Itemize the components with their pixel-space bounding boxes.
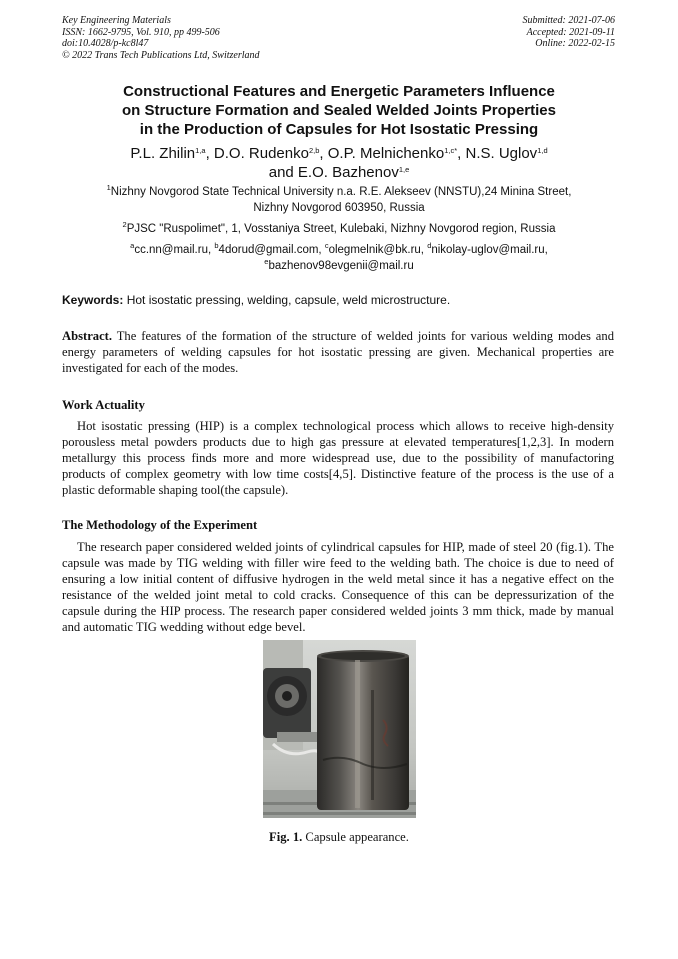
- keywords-label: Keywords:: [62, 293, 124, 307]
- author-list: [60, 144, 618, 182]
- author-sup: 1,e: [398, 165, 410, 174]
- capsule-illustration: [263, 640, 416, 818]
- author-name: N.S. Uglov: [465, 145, 538, 162]
- email-list: [60, 243, 618, 274]
- affiliation-sup: 1: [106, 183, 111, 192]
- author-name: and E.O. Bazhenov: [268, 164, 399, 181]
- figure-caption: [60, 830, 618, 845]
- abstract: [62, 328, 614, 376]
- email-sup: d: [427, 241, 432, 250]
- journal-header: [62, 15, 260, 61]
- email-sup: b: [214, 241, 219, 250]
- submitted-date: Submitted: 2021-07-06: [522, 15, 615, 26]
- figure-caption-text: Capsule appearance.: [302, 830, 409, 844]
- figure-label: Fig. 1.: [269, 830, 303, 844]
- affiliation-text: Nizhny Novgorod 603950, Russia: [253, 201, 425, 214]
- affiliation-2: [60, 222, 618, 238]
- email-sup: a: [130, 241, 135, 250]
- journal-copyright: © 2022 Trans Tech Publications Ltd, Switzerland: [62, 49, 260, 61]
- email-sup: e: [264, 256, 269, 266]
- author-sup: 1,a: [195, 146, 206, 155]
- title-line: in the Production of Capsules for Hot Isostatic Pressing: [139, 121, 539, 138]
- author-name: D.O. Rudenko: [213, 145, 309, 162]
- section-heading: Work Actuality: [62, 398, 145, 412]
- section-heading: The Methodology of the Experiment: [62, 518, 258, 532]
- title-line: Constructional Features and Energetic Parameters Influence: [123, 83, 555, 100]
- dates-header: [523, 15, 616, 50]
- author-sup: 2,b: [308, 146, 320, 155]
- keywords: [62, 293, 450, 307]
- email-link[interactable]: 4dorud@gmail.com,: [218, 244, 325, 256]
- email-link[interactable]: bazhenov98evgenii@mail.ru: [268, 259, 414, 272]
- author-name: O.P. Melnichenko: [327, 145, 445, 162]
- title-line: on Structure Formation and Sealed Welded Joints Properties: [122, 102, 556, 119]
- affiliation-sup: 2: [122, 220, 127, 229]
- online-date: Online: 2022-02-15: [535, 38, 615, 49]
- email-link[interactable]: cc.nn@mail.ru,: [134, 244, 215, 256]
- accepted-date: Accepted: 2021-09-11: [526, 26, 615, 38]
- affiliation-text: Nizhny Novgorod State Technical University n.a. R.E. Alekseev (NNSTU),24 Minina Street,: [110, 186, 572, 198]
- abstract-label: Abstract.: [62, 329, 113, 343]
- paper-title: [60, 82, 618, 139]
- affiliation-text: PJSC "Ruspolimet", 1, Vosstaniya Street, Kulebaki, Nizhny Novgorod region, Russia: [126, 223, 556, 235]
- keywords-text: Hot isostatic pressing, welding, capsule, weld microstructure.: [123, 293, 451, 307]
- journal-issn: ISSN: 1662-9795, Vol. 910, pp 499-506: [62, 26, 220, 38]
- email-sup: c: [324, 241, 329, 250]
- capsule-photo: [263, 640, 416, 818]
- email-link[interactable]: olegmelnik@bk.ru,: [328, 244, 428, 256]
- abstract-text: The features of the formation of the structure of welded joints for various welding modes and energy parameters of welding capsules for hot isostatic pressing are given. Mechanical properties are investigated for each of the modes.: [62, 329, 614, 375]
- section-body: Hot isostatic pressing (HIP) is a complex technological process which allows to receive high-density porousless metal powders products due to high gas pressure at elevated temperatures[1,2,3]. In modern metallurgy this process finds more and more widespread use, due to the possibility of manufactoring products of complex geometry with low time costs[4,5]. Distinctive feature of the process is the use of a plastic deformable shaping tool(the capsule).: [62, 419, 614, 497]
- author-sep: ,: [457, 145, 466, 162]
- author-sep: ,: [205, 145, 214, 162]
- journal-doi[interactable]: doi:10.4028/p-kc8l47: [62, 38, 149, 49]
- email-link[interactable]: nikolay-uglov@mail.ru,: [431, 244, 548, 256]
- author-line: [60, 163, 618, 182]
- journal-name: Key Engineering Materials: [62, 15, 171, 26]
- author-sup: 1,c*: [444, 146, 458, 155]
- author-line: [60, 144, 618, 163]
- section-body: The research paper considered welded joints of cylindrical capsules for HIP, made of steel 20 (fig.1). The capsule was made by TIG welding with filler wire feed to the welding bath. The choice is due to need of ensuring a low initial content of diffusive hydrogen in the weld metal since it has a negative effect on the resistance of the welded joint metal to cold cracks. Consequence of this can be depressurization of the capsule during the HIP process. The research paper considered welded joints 3 mm thick, made by manual and automatic TIG wedding without edge bevel.: [62, 540, 614, 634]
- affiliation-1: [60, 185, 618, 216]
- author-name: P.L. Zhilin: [130, 145, 196, 162]
- author-sep: ,: [319, 145, 328, 162]
- author-sup: 1,d: [537, 146, 548, 155]
